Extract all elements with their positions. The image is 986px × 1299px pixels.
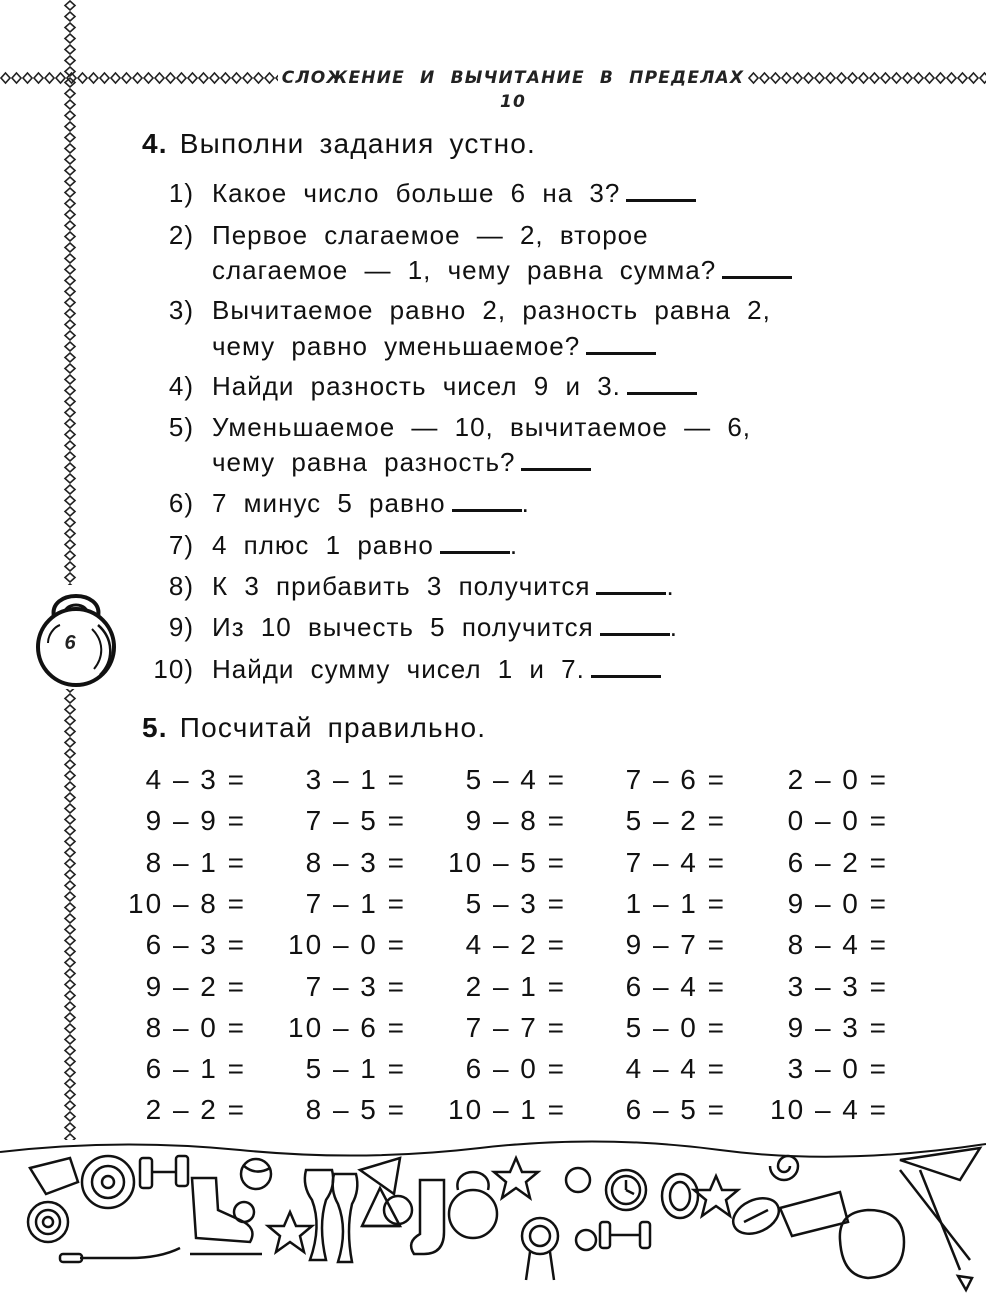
expression-r9-c1: 2 – 2 = <box>145 1094 246 1125</box>
question-3 <box>140 295 771 326</box>
answer-blank[interactable] <box>627 372 697 395</box>
question-number: 7) <box>168 530 194 560</box>
question-number: 8) <box>168 571 194 601</box>
task-4-title: Выполни задания устно. <box>179 128 536 159</box>
expression-r7-c3: 7 – 7 = <box>465 1012 566 1043</box>
question-text: Вычитаемое равно 2, разность равна 2, <box>212 295 771 325</box>
answer-blank[interactable] <box>722 256 792 279</box>
expression-r6-c5: 3 – 3 = <box>787 971 888 1002</box>
question-5 <box>140 412 751 443</box>
expression-r7-c2: 10 – 6 = <box>288 1012 406 1043</box>
question-period: . <box>509 530 519 560</box>
expression-r3-c5: 6 – 2 = <box>787 847 888 878</box>
expression-r6-c2: 7 – 3 = <box>305 971 406 1002</box>
expression-r4-c2: 7 – 1 = <box>305 888 406 919</box>
page-number: 6 <box>64 632 76 654</box>
sports-equipment-decoration <box>0 1130 986 1299</box>
expression-r1-c1: 4 – 3 = <box>145 764 246 795</box>
expression-r3-c4: 7 – 4 = <box>625 847 726 878</box>
expression-r9-c4: 6 – 5 = <box>625 1094 726 1125</box>
question-text: Первое слагаемое — 2, второе <box>212 220 649 250</box>
answer-blank[interactable] <box>591 655 661 678</box>
expression-r5-c2: 10 – 0 = <box>288 929 406 960</box>
question-5-line2 <box>212 447 591 478</box>
task-5-heading <box>142 712 486 744</box>
expression-r2-c2: 7 – 5 = <box>305 805 406 836</box>
expression-r8-c1: 6 – 1 = <box>145 1053 246 1084</box>
answer-blank[interactable] <box>440 531 510 554</box>
expression-r4-c3: 5 – 3 = <box>465 888 566 919</box>
question-number: 1) <box>168 178 194 208</box>
expression-r7-c1: 8 – 0 = <box>145 1012 246 1043</box>
question-text: чему равна разность? <box>212 447 516 477</box>
question-8 <box>140 571 675 602</box>
question-text: слагаемое — 1, чему равна сумма? <box>212 255 717 285</box>
question-text: чему равно уменьшаемое? <box>212 331 581 361</box>
question-4 <box>140 371 697 402</box>
expression-r3-c1: 8 – 1 = <box>145 847 246 878</box>
question-period: . <box>666 571 675 601</box>
expression-r5-c3: 4 – 2 = <box>465 929 566 960</box>
question-text: Какое число больше 6 на 3? <box>212 178 621 208</box>
task-5-title: Посчитай правильно. <box>179 712 487 743</box>
answer-blank[interactable] <box>626 179 696 202</box>
expression-r7-c5: 9 – 3 = <box>787 1012 888 1043</box>
question-2-line2 <box>212 255 792 286</box>
question-6 <box>140 488 530 519</box>
expression-r3-c2: 8 – 3 = <box>305 847 406 878</box>
question-number: 6) <box>168 488 194 518</box>
question-3-line2 <box>212 331 656 362</box>
question-text: Найди сумму чисел 1 и 7. <box>212 654 585 684</box>
expression-r2-c4: 5 – 2 = <box>625 805 726 836</box>
question-period: . <box>669 612 678 642</box>
question-period: . <box>521 488 530 518</box>
question-2 <box>140 220 649 251</box>
expression-r1-c3: 5 – 4 = <box>465 764 566 795</box>
task-5-number: 5. <box>142 712 168 743</box>
answer-blank[interactable] <box>600 613 670 636</box>
question-text: Найди разность чисел 9 и 3. <box>212 371 621 401</box>
expression-r3-c3: 10 – 5 = <box>448 847 566 878</box>
expression-r7-c4: 5 – 0 = <box>625 1012 726 1043</box>
answer-blank[interactable] <box>452 489 522 512</box>
expression-r2-c3: 9 – 8 = <box>465 805 566 836</box>
answer-blank[interactable] <box>586 332 656 355</box>
expression-r1-c5: 2 – 0 = <box>787 764 888 795</box>
expression-r9-c5: 10 – 4 = <box>770 1094 888 1125</box>
question-text: К 3 прибавить 3 получится <box>212 571 591 601</box>
expression-r9-c3: 10 – 1 = <box>448 1094 566 1125</box>
question-text: Уменьшаемое — 10, вычитаемое — 6, <box>212 412 752 442</box>
question-7 <box>140 530 518 561</box>
answer-blank[interactable] <box>521 448 591 471</box>
expression-r5-c1: 6 – 3 = <box>145 929 246 960</box>
question-1 <box>140 178 696 209</box>
expression-r8-c3: 6 – 0 = <box>465 1053 566 1084</box>
expression-r1-c4: 7 – 6 = <box>625 764 726 795</box>
expression-r2-c1: 9 – 9 = <box>145 805 246 836</box>
answer-blank[interactable] <box>596 572 666 595</box>
task-4-number: 4. <box>142 128 168 159</box>
question-text: Из 10 вычесть 5 получится <box>212 612 594 642</box>
question-number: 9) <box>168 612 194 642</box>
task-4-heading <box>142 128 536 160</box>
expression-r4-c4: 1 – 1 = <box>625 888 726 919</box>
expression-r8-c4: 4 – 4 = <box>625 1053 726 1084</box>
question-text: 4 плюс 1 равно <box>212 530 434 560</box>
question-text: 7 минус 5 равно <box>212 488 446 518</box>
expression-r5-c5: 8 – 4 = <box>787 929 888 960</box>
question-number: 5) <box>168 412 194 442</box>
expression-r1-c2: 3 – 1 = <box>305 764 406 795</box>
expression-r6-c1: 9 – 2 = <box>145 971 246 1002</box>
question-10 <box>140 654 661 685</box>
question-number: 4) <box>168 371 194 401</box>
expression-r6-c4: 6 – 4 = <box>625 971 726 1002</box>
expression-r2-c5: 0 – 0 = <box>787 805 888 836</box>
expression-r8-c5: 3 – 0 = <box>787 1053 888 1084</box>
vertical-diamond-border <box>58 0 82 1140</box>
question-9 <box>140 612 678 643</box>
expression-r5-c4: 9 – 7 = <box>625 929 726 960</box>
expression-r4-c5: 9 – 0 = <box>787 888 888 919</box>
question-number: 10) <box>153 654 194 684</box>
question-number: 3) <box>168 295 194 325</box>
expression-r8-c2: 5 – 1 = <box>305 1053 406 1084</box>
question-number: 2) <box>168 220 194 250</box>
expression-r9-c2: 8 – 5 = <box>305 1094 406 1125</box>
expression-r6-c3: 2 – 1 = <box>465 971 566 1002</box>
section-header-title: СЛОЖЕНИЕ И ВЫЧИТАНИЕ В ПРЕДЕЛАХ 10 <box>278 66 748 90</box>
expression-r4-c1: 10 – 8 = <box>128 888 246 919</box>
